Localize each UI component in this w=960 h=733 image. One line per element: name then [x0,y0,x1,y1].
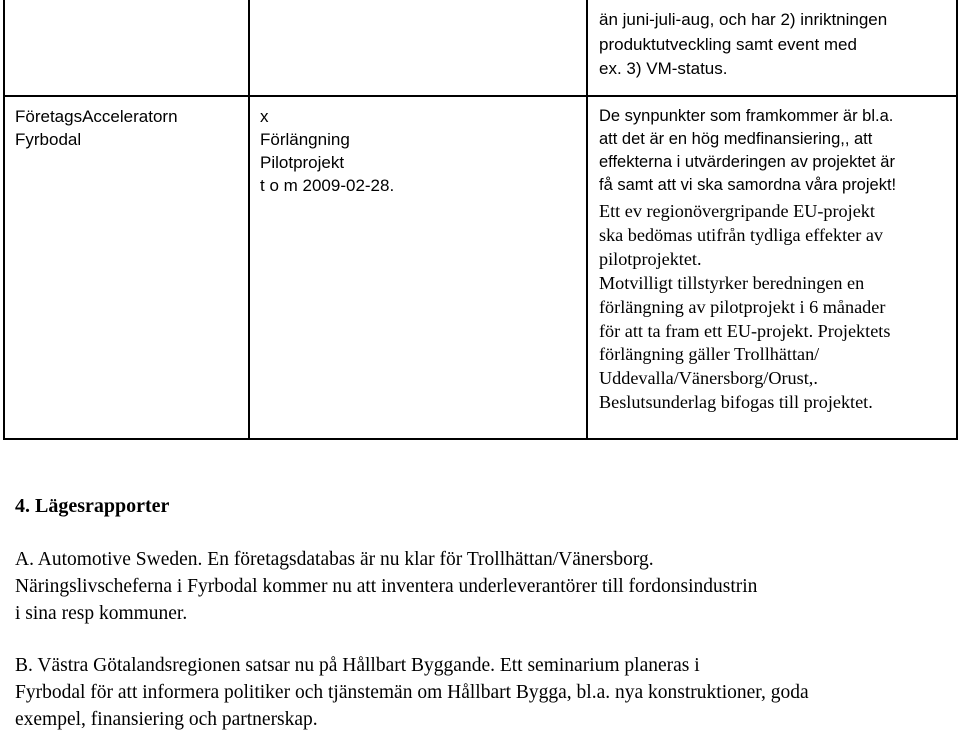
paragraph-a [15,546,757,627]
text-line: ex. 3) VM-status. [599,59,728,78]
organization-cell [15,105,178,151]
text-line: för att ta fram ett EU-projekt. Projektets [599,320,891,341]
text-line: Näringslivscheferna i Fyrbodal kommer nu att inventera underleverantörer till fordonsindustrin [15,576,758,597]
text-line: Motvilligt tillstyrker beredningen en [599,272,865,293]
text-line: FöretagsAcceleratorn [15,107,178,126]
text-line: Ett ev regionövergripande EU-projekt [599,201,875,221]
section-heading: 4. Lägesrapporter [15,495,170,517]
text-line: exempel, finansiering och partnerskap. [15,709,318,730]
text-line: Uddevalla/Vänersborg/Orust,. [599,368,818,389]
column-divider [586,0,588,438]
text-line: att det är en hög medfinansiering,, att [599,130,873,148]
text-line: Förlängning [260,130,350,149]
committee-decisions-table [3,0,958,440]
text-line: A. Automotive Sweden. En företagsdatabas är nu klar för Trollhättan/Vänersborg. [15,549,654,570]
text-line: De synpunkter som framkommer är bl.a. [599,107,894,125]
text-line: produktutveckling samt event med [599,34,857,54]
text-line: än juni-juli-aug, och har 2) inriktningen [599,10,888,29]
text-line: B. Västra Götalandsregionen satsar nu på Hållbart Byggande. Ett seminarium planeras i [15,655,700,676]
text-line: ska bedömas utifrån tydliga effekter av [599,224,883,245]
text-line: x [260,107,269,126]
text-line: Pilotprojekt [260,153,345,172]
text-line: Fyrbodal [15,130,82,149]
cell-continuation-text [599,8,887,82]
text-line: effekterna i utvärderingen av projektet är [599,153,895,171]
comments-cell-serif [599,200,890,415]
text-line: pilotprojektet. [599,248,702,269]
paragraph-b [15,652,809,733]
text-line: Fyrbodal för att informera politiker och tjänstemän om Hållbart Bygga, bl.a. nya konstruktioner, goda [15,682,809,703]
text-line: t o m 2009-02-28. [260,176,395,195]
text-line: i sina resp kommuner. [15,603,188,624]
text-line: få samt att vi ska samordna våra projekt! [599,176,897,194]
column-divider [248,0,250,438]
text-line: förlängning av pilotprojekt i 6 månader [599,296,886,317]
comments-cell-sans [599,105,896,197]
text-line: förlängning gäller Trollhättan/ [599,344,820,365]
row-divider [5,95,956,97]
status-cell [260,105,394,197]
text-line: Beslutsunderlag bifogas till projektet. [599,392,873,413]
